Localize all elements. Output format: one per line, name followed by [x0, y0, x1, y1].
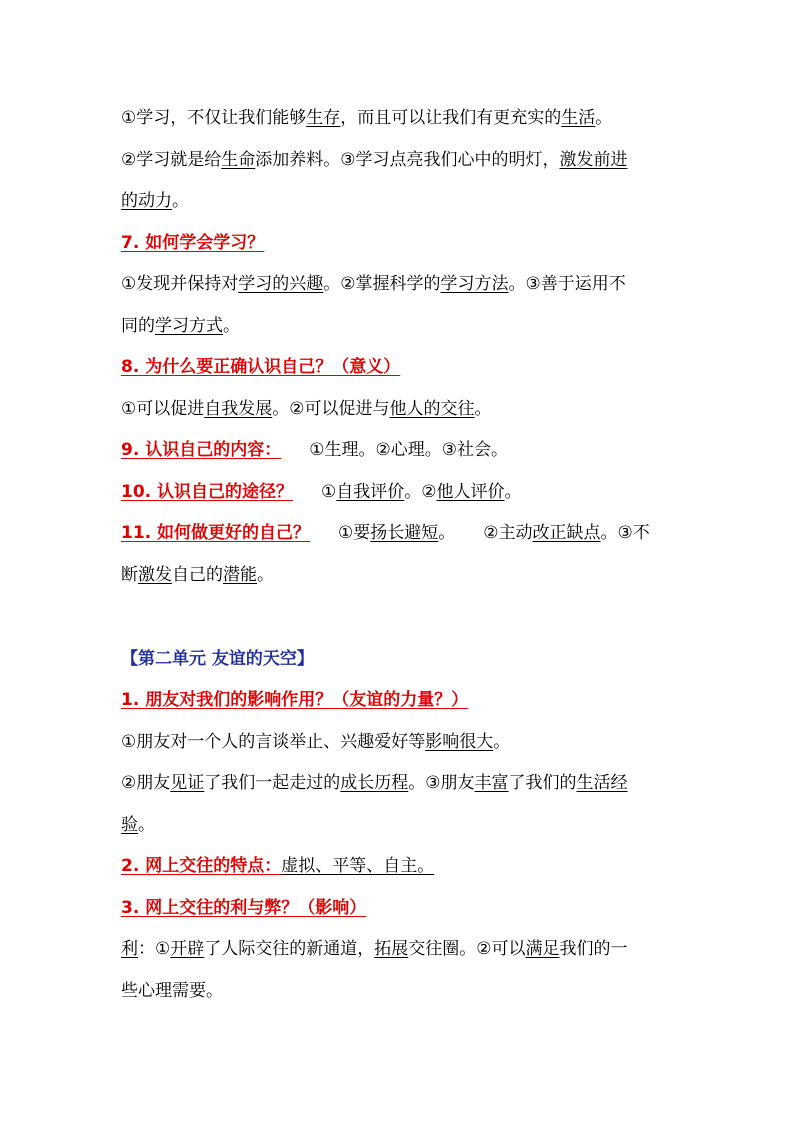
paragraph-u1-answer-2-cont: 验。: [121, 815, 155, 835]
keyword-others-evaluation: 他人评价: [436, 482, 505, 502]
keyword-witness: 见证: [170, 773, 205, 793]
paragraph-u1-answer: ①朋友对一个人的言谈举止、兴趣爱好等影响很大。: [121, 732, 511, 752]
heading-q8: 8. 为什么要正确认识自己？（意义）: [121, 357, 401, 377]
keyword-experience-end: 验: [121, 815, 138, 835]
heading-q10: 10. 认识自己的途径？ ①自我评价。②他人评价。: [121, 482, 522, 502]
keyword-life: 生活: [561, 108, 596, 128]
keyword-open-up: 开辟: [170, 939, 205, 959]
paragraph-learning-meaning: ②学习就是给生命添加养料。③学习点亮我们心中的明灯，激发前进: [121, 150, 628, 170]
paragraph-learning-value: ①学习，不仅让我们能够生存，而且可以让我们有更充实的生活。: [121, 108, 613, 128]
heading-q7: 7. 如何学会学习？: [121, 233, 265, 253]
keyword-self-development: 自我发展: [204, 399, 273, 419]
paragraph-q11-cont: 断激发自己的潜能。: [121, 565, 274, 585]
keyword-method: 学习方法: [440, 274, 509, 294]
keyword-strengths: 扬长避短: [370, 523, 439, 543]
keyword-style: 学习方式: [155, 316, 223, 336]
keyword-interest: 学习的兴趣: [238, 274, 324, 294]
keyword-power: 的动力: [121, 191, 172, 211]
paragraph-q8-answer: ①可以促进自我发展。②可以促进与他人的交往。: [121, 399, 492, 419]
keyword-expand: 拓展: [374, 939, 409, 959]
keyword-lifeforce: 生命: [221, 150, 256, 170]
keyword-benefit: 利: [121, 939, 138, 959]
paragraph-u3-answer: 利：①开辟了人际交往的新通道，拓展交往圈。②可以满足我们的一: [121, 939, 628, 959]
keyword-survival: 生存: [306, 108, 341, 128]
heading-q11: 11. 如何做更好的自己？ ①要扬长避短。 ②主动改正缺点。③不: [121, 523, 650, 543]
u2-answer: 虚拟、平等、自主。: [281, 856, 435, 876]
heading-u2: 2. 网上交往的特点：虚拟、平等、自主。: [121, 856, 435, 876]
paragraph-q7-answer: ①发现并保持对学习的兴趣。②掌握科学的学习方法。③善于运用不: [121, 274, 626, 294]
keyword-motivate: 激发前进: [559, 150, 628, 170]
heading-u1: 1. 朋友对我们的影响作用？（友谊的力量？）: [121, 690, 469, 710]
keyword-correct-faults: 改正缺点: [532, 523, 601, 543]
paragraph-u3-answer-cont: 些心理需要。: [121, 981, 223, 1001]
keyword-enrich: 丰富: [474, 773, 509, 793]
keyword-stimulate: 激发: [138, 565, 172, 585]
keyword-others: 他人的交往: [389, 399, 475, 419]
keyword-self-evaluation: 自我评价: [336, 482, 405, 502]
keyword-growth: 成长历程: [340, 773, 409, 793]
paragraph-u1-answer-2: ②朋友见证了我们一起走过的成长历程。③朋友丰富了我们的生活经: [121, 773, 628, 793]
paragraph-learning-meaning-cont: 的动力。: [121, 191, 189, 211]
keyword-big-influence: 影响很大: [425, 732, 494, 752]
q9-answer: ①生理。②心理。③社会。: [309, 440, 508, 460]
keyword-experience: 生活经: [576, 773, 628, 793]
keyword-satisfy: 满足: [525, 939, 560, 959]
paragraph-q7-answer-cont: 同的学习方式。: [121, 316, 240, 336]
keyword-potential: 潜能: [223, 565, 257, 585]
heading-q9: 9. 认识自己的内容： ①生理。②心理。③社会。: [121, 440, 508, 460]
heading-u3: 3. 网上交往的利与弊？（影响）: [121, 898, 367, 918]
unit-heading: 【第二单元 友谊的天空】: [121, 649, 314, 669]
